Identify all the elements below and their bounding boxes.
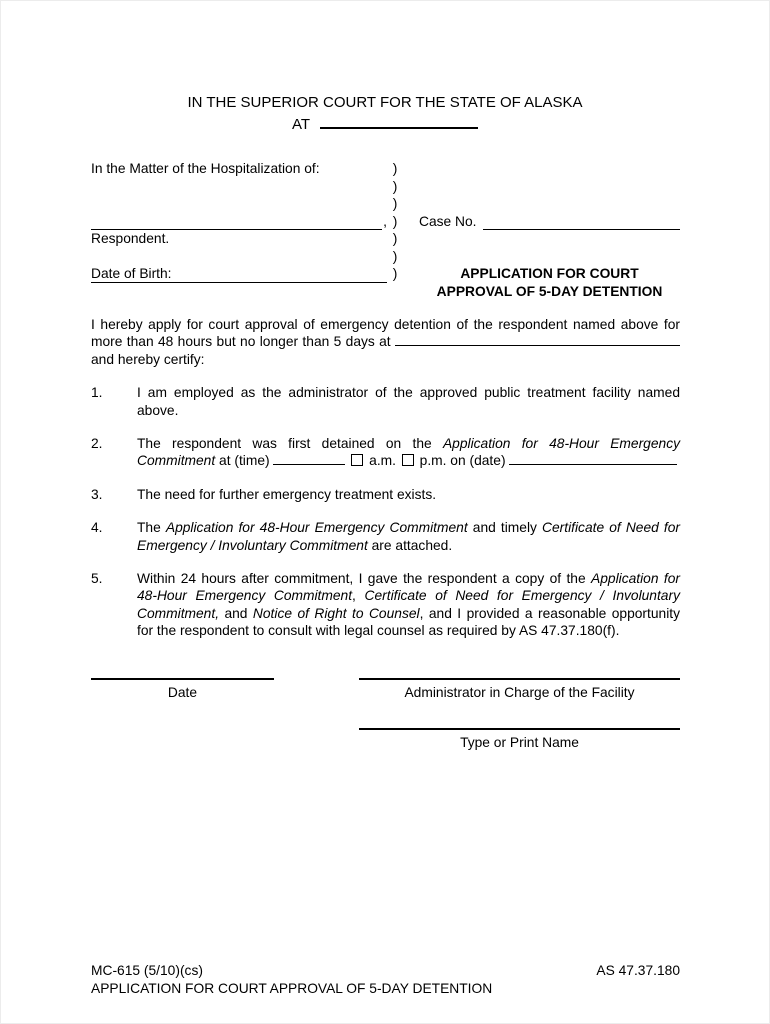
- text-segment: [345, 453, 349, 468]
- item-number: 1.: [91, 385, 103, 401]
- caption-row: [91, 283, 680, 301]
- numbered-items: [91, 384, 680, 639]
- intro-paragraph: [91, 316, 680, 368]
- text-segment: The need for further emergency treatment exists.: [137, 486, 437, 502]
- numbered-item: [91, 486, 680, 503]
- text-segment: p.m. on (date): [415, 453, 510, 469]
- dob-label: Date of Birth:: [91, 266, 172, 281]
- caption-row: [91, 265, 680, 283]
- court-location-row: [1, 115, 769, 134]
- at-label: AT: [291, 116, 311, 133]
- caption-paren: ): [392, 161, 398, 176]
- type-print-label: Type or Print Name: [460, 734, 579, 750]
- text-segment: ,: [352, 588, 365, 604]
- court-header: IN THE SUPERIOR COURT FOR THE STATE OF ALASKA: [187, 94, 583, 111]
- form-footer: [91, 962, 680, 997]
- respondent-label: Respondent.: [91, 231, 170, 246]
- facility-name-blank[interactable]: [395, 345, 680, 346]
- item-number: 4.: [91, 520, 103, 536]
- matter-label: In the Matter of the Hospitalization of:: [91, 161, 320, 176]
- comma: ,: [383, 213, 387, 229]
- am-checkbox[interactable]: [351, 454, 363, 466]
- item-text: [137, 435, 680, 470]
- respondent-name-blank[interactable]: [91, 213, 382, 231]
- text-segment: Within 24 hours after commitment, I gave the respondent a copy of the: [137, 571, 592, 587]
- item-number: 3.: [91, 486, 103, 502]
- case-number-blank[interactable]: [483, 213, 680, 231]
- numbered-item: [91, 519, 680, 554]
- form-number: MC-615 (5/10)(cs): [91, 963, 203, 979]
- footer-form-title: APPLICATION FOR COURT APPROVAL OF 5-DAY DETENTION: [91, 980, 493, 996]
- text-segment: The respondent was first detained on the: [137, 436, 443, 452]
- caption-row: [91, 230, 680, 248]
- caption-row: [91, 178, 680, 196]
- statute-reference: AS 47.37.180: [596, 963, 680, 979]
- caption-paren: ): [392, 231, 398, 246]
- date-signature-block: [91, 678, 274, 701]
- text-segment: and timely: [467, 520, 543, 536]
- text-segment: and: [219, 605, 253, 621]
- caption-paren: ): [392, 196, 398, 211]
- text-segment: Notice of Right to Counsel: [252, 605, 420, 621]
- caption-paren: ): [392, 266, 398, 281]
- item-text: [137, 384, 680, 419]
- caption-paren: ): [392, 213, 398, 229]
- text-segment: , and I provided a reasonable opportunity for the respondent to consult with legal counsel as required by AS 47.37.180(f).: [137, 605, 680, 639]
- caption-row: [91, 195, 680, 213]
- caption-paren: ): [392, 178, 398, 194]
- item-number: 2.: [91, 436, 103, 452]
- signature-row: [91, 728, 680, 751]
- form-title-line1: APPLICATION FOR COURT: [460, 266, 639, 281]
- text-segment: Application for 48-Hour Emergency Commitment: [137, 436, 680, 469]
- text-segment: I am employed as the administrator of the approved public treatment facility named above.: [137, 385, 680, 418]
- text-segment: Application for 48-Hour Emergency Commitment: [165, 520, 468, 536]
- item-text: [137, 570, 680, 640]
- item-text: [137, 519, 680, 554]
- date-label: Date: [167, 684, 198, 700]
- case-caption: [91, 160, 680, 300]
- text-segment: are attached.: [367, 537, 453, 553]
- item-number: 5.: [91, 571, 103, 587]
- text-segment: a.m.: [365, 453, 400, 469]
- text-segment: at (time): [215, 453, 274, 469]
- numbered-item: [91, 435, 680, 470]
- numbered-item: [91, 570, 680, 640]
- item-text: [137, 486, 680, 503]
- caption-row: [91, 160, 680, 178]
- detention-date-blank[interactable]: [509, 464, 677, 465]
- dob-blank[interactable]: [172, 265, 387, 283]
- signature-row: [91, 678, 680, 701]
- text-segment: Application for 48-Hour Emergency Commitment: [137, 571, 680, 604]
- caption-row: [91, 213, 680, 231]
- numbered-item: [91, 384, 680, 419]
- text-segment: Certificate of Need for Emergency / Involuntary Commitment,: [137, 588, 680, 621]
- form-title-line2: APPROVAL OF 5-DAY DETENTION: [436, 283, 663, 299]
- court-location-blank[interactable]: [320, 127, 478, 129]
- caption-paren: ): [392, 248, 398, 264]
- detention-time-blank[interactable]: [273, 464, 345, 465]
- caption-row: [91, 248, 680, 266]
- text-segment: I hereby apply for court approval of emergency detention of the respondent named above for more than 48 hours but no longer than 5 days at: [91, 317, 680, 350]
- text-segment: The: [137, 520, 166, 536]
- administrator-signature-block: [359, 678, 680, 701]
- text-segment: Certificate of Need for Emergency / Involuntary Commitment: [137, 520, 680, 553]
- signature-section: [91, 678, 680, 751]
- administrator-label: Administrator in Charge of the Facility: [404, 684, 635, 700]
- pm-checkbox[interactable]: [402, 454, 414, 466]
- type-print-name-block: [359, 728, 680, 751]
- text-segment: and hereby certify:: [91, 351, 205, 367]
- case-no-label: Case No.: [419, 213, 477, 229]
